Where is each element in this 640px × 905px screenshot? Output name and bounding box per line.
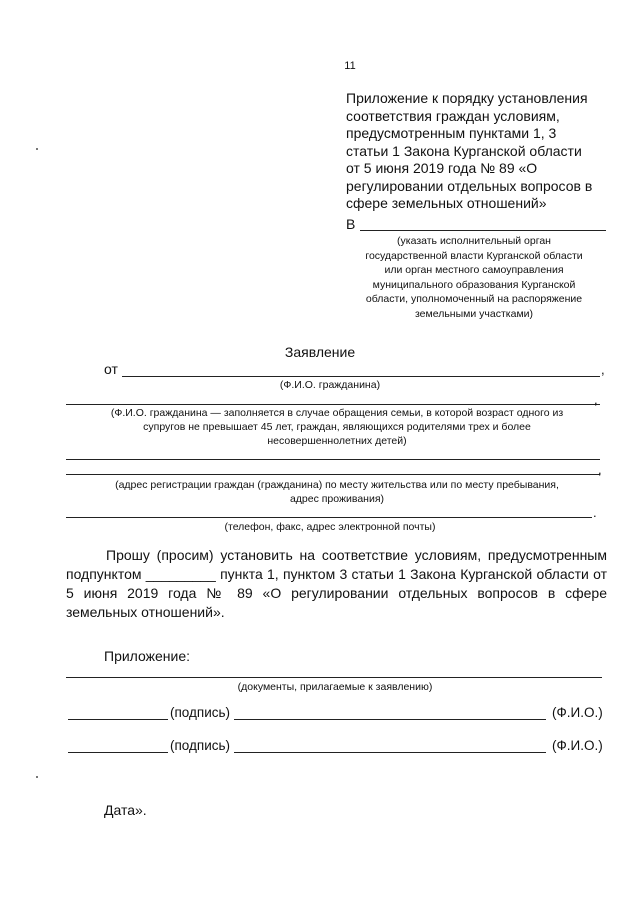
fio-hint: (Ф.И.О. гражданина)	[279, 379, 381, 391]
signature-field-2[interactable]	[68, 752, 168, 753]
scan-speck	[36, 148, 38, 150]
attachment-label: Приложение:	[104, 648, 191, 664]
appendix-line: предусмотренным пунктами 1, 3	[346, 125, 557, 141]
date-label: Дата».	[104, 802, 147, 818]
hint-line: или орган местного самоуправления	[384, 264, 564, 276]
addressee-field[interactable]	[360, 230, 606, 231]
appendix-line: от 5 июня 2019 года № 89 «О	[346, 160, 538, 176]
appendix-line: соответствия граждан условиям,	[346, 107, 560, 124]
appendix-line: регулировании отдельных вопросов в	[346, 177, 593, 194]
signature-label: (подпись)	[170, 705, 231, 720]
address-field-2[interactable]	[66, 474, 600, 475]
appendix-line: сфере земельных отношений»	[346, 195, 547, 211]
from-label: от	[104, 361, 118, 377]
comma: ,	[594, 392, 598, 407]
hint-line: (адрес регистрации граждан (гражданина) по месту жительства или по месту пребывания,	[115, 479, 559, 491]
fio-field-2[interactable]	[234, 752, 546, 753]
page-number: 11	[344, 60, 356, 72]
fio-label: (Ф.И.О.)	[552, 705, 603, 720]
hint-line: (указать исполнительный орган	[397, 235, 551, 247]
attachment-hint: (документы, прилагаемые к заявлению)	[237, 681, 433, 693]
request-paragraph	[66, 546, 607, 622]
hint-line: государственной власти Курганской области	[365, 249, 583, 262]
hint-line: (Ф.И.О. гражданина — заполняется в случае обращения семьи, в которой возраст одного из	[110, 407, 564, 419]
attachment-field[interactable]	[66, 677, 602, 678]
hint-line: несовершеннолетних детей)	[267, 435, 407, 447]
hint-line: области, уполномоченный на распоряжение	[365, 293, 583, 305]
scan-speck	[36, 776, 38, 778]
address-field-1[interactable]	[66, 459, 600, 460]
comma: ,	[598, 462, 602, 477]
signature-field-1[interactable]	[68, 719, 168, 720]
hint-line: муниципального образования Курганской	[372, 278, 576, 291]
hint-line: земельными участками)	[414, 307, 534, 320]
document-title: Заявление	[284, 344, 356, 360]
hint-line: супругов не превышает 45 лет, граждан, являющихся родителями трех и более	[143, 421, 531, 433]
request-text: Прошу (просим) установить на соответствие условиям, предусмотренным подпунктом _________ пункта 1, пунктом 3 статьи 1 Закона Курганской области от 5 июня 2019 года № 89 «О регулировании отдельных вопросов в сфере земельных отношений».	[66, 547, 607, 620]
family-hint	[62, 406, 612, 448]
appendix-line: статьи 1 Закона Курганской области	[346, 142, 582, 159]
applicant-name-field[interactable]	[122, 376, 600, 377]
family-name-field[interactable]	[66, 404, 600, 405]
fio-label: (Ф.И.О.)	[552, 738, 603, 753]
hint-line: адрес проживания)	[289, 493, 385, 505]
addressee-hint	[340, 234, 608, 321]
appendix-header	[346, 90, 616, 213]
comma: ,	[601, 362, 605, 377]
addressee-label: В	[346, 216, 356, 232]
period: .	[593, 505, 597, 520]
signature-label: (подпись)	[170, 738, 231, 753]
fio-field-1[interactable]	[234, 719, 546, 720]
contacts-field[interactable]	[66, 517, 592, 518]
appendix-line: Приложение к порядку установления	[346, 90, 588, 106]
contacts-hint: (телефон, факс, адрес электронной почты)	[224, 521, 436, 533]
address-hint	[62, 478, 612, 506]
